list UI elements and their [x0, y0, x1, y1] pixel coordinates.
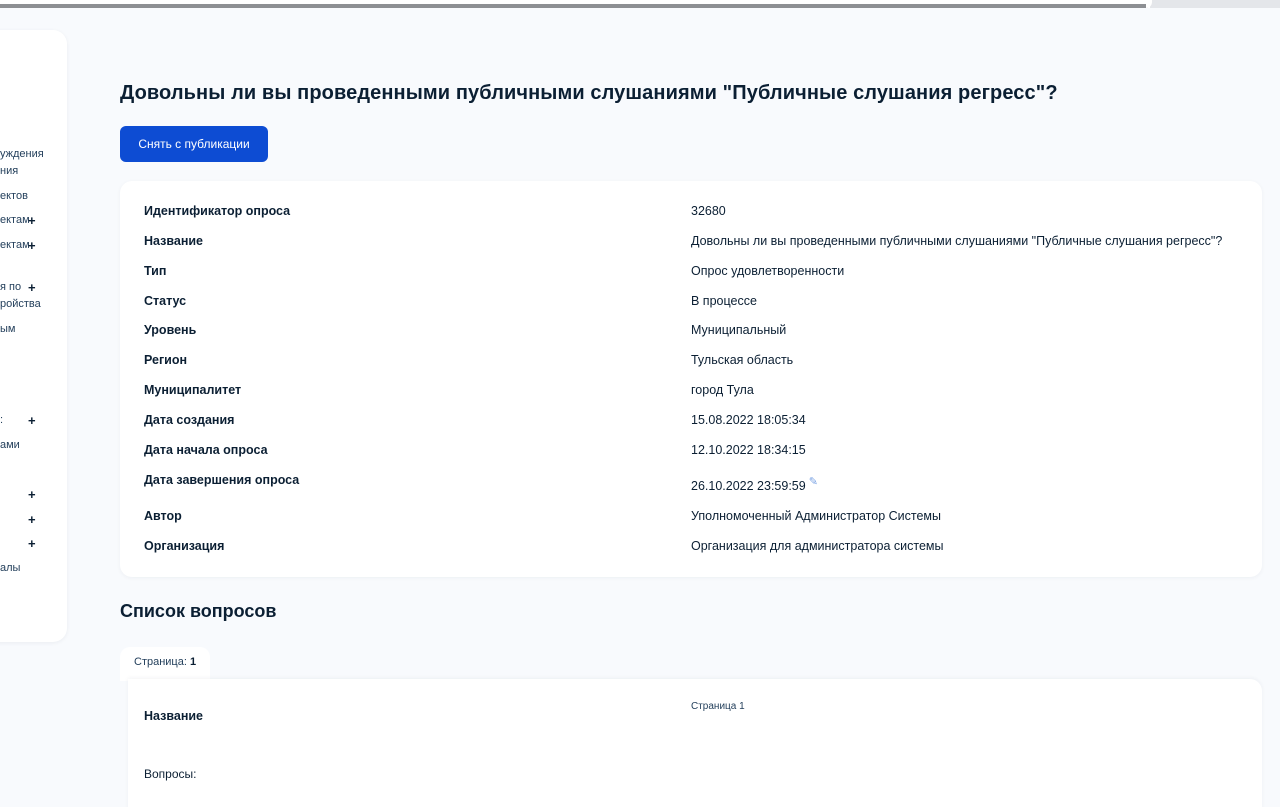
questions-card: [128, 679, 1262, 807]
unpublish-button[interactable]: Снять с публикации: [120, 126, 268, 162]
detail-value: Опрос удовлетворенности: [691, 264, 845, 278]
detail-value: В процессе: [691, 294, 757, 308]
page-title: Довольны ли вы проведенными публичными слушаниями "Публичные слушания регресс"?: [120, 82, 1058, 104]
detail-value: город Тула: [691, 383, 754, 397]
top-right-strip: [1150, 0, 1280, 8]
detail-row-organization: [144, 539, 1254, 559]
detail-row-level: [144, 323, 1254, 343]
detail-row-author: [144, 509, 1254, 529]
detail-label: Тип: [144, 264, 167, 278]
detail-row-name: [144, 234, 1254, 254]
sidebar-expand-icon[interactable]: +: [28, 512, 36, 527]
detail-label: Дата создания: [144, 413, 235, 427]
sidebar-expand-icon[interactable]: +: [28, 213, 36, 228]
detail-label: Дата начала опроса: [144, 443, 268, 457]
detail-label: Название: [144, 234, 204, 248]
detail-label: Муниципалитет: [144, 383, 242, 397]
sidebar-item-materials[interactable]: алы: [0, 562, 21, 574]
detail-row-id: [144, 204, 1254, 224]
detail-value: 32680: [691, 204, 726, 218]
sidebar-item-discussions[interactable]: уждения ния: [0, 148, 44, 177]
detail-label: Автор: [144, 509, 182, 523]
questions-section-title: Список вопросов: [120, 601, 277, 621]
detail-label: Организация: [144, 539, 225, 553]
survey-details-card: [120, 181, 1262, 577]
tab-page-1[interactable]: [120, 647, 210, 681]
detail-label: Дата завершения опроса: [144, 473, 300, 487]
detail-row-created: [144, 413, 1254, 433]
pencil-edit-icon[interactable]: ✎: [808, 476, 818, 488]
detail-value: 26.10.2022 23:59:59: [691, 479, 806, 493]
page-name-label: Название: [144, 709, 204, 723]
detail-value: Муниципальный: [691, 323, 787, 337]
detail-value: 12.10.2022 18:34:15: [691, 443, 806, 457]
detail-label: Идентификатор опроса: [144, 204, 291, 218]
detail-value: Уполномоченный Администратор Системы: [691, 509, 941, 523]
detail-row-status: [144, 294, 1254, 314]
detail-value: Довольны ли вы проведенными публичными слушаниями "Публичные слушания регресс"?: [691, 234, 1223, 248]
sidebar-expand-icon[interactable]: +: [28, 487, 36, 502]
sidebar-item-public[interactable]: ым: [0, 323, 16, 335]
detail-label: Регион: [144, 353, 188, 367]
detail-value-end-date: [691, 476, 818, 493]
sidebar-expand-icon[interactable]: +: [28, 536, 36, 551]
tab-page-number: 1: [189, 656, 197, 668]
sidebar-expand-icon[interactable]: +: [28, 280, 36, 295]
sidebar-item-projects[interactable]: ектов: [0, 190, 28, 202]
sidebar-item-with-items[interactable]: ами: [0, 439, 20, 451]
sidebar-item-by-projects-2[interactable]: ектам: [0, 239, 30, 251]
sidebar-expand-icon[interactable]: +: [28, 238, 36, 253]
tab-label: Страница:: [134, 656, 187, 668]
top-scroll-strip: [0, 4, 1150, 8]
detail-value: 15.08.2022 18:05:34: [691, 413, 806, 427]
detail-row-start-date: [144, 443, 1254, 463]
sidebar-menu: [0, 30, 67, 642]
sidebar-item-by-projects-1[interactable]: ектам: [0, 214, 30, 226]
sidebar-item-section[interactable]: :: [0, 414, 4, 426]
page-name-value: Страница 1: [691, 701, 745, 712]
detail-value: Тульская область: [691, 353, 794, 367]
detail-label: Уровень: [144, 323, 197, 337]
sidebar-expand-icon[interactable]: +: [28, 413, 36, 428]
detail-label: Статус: [144, 294, 187, 308]
questions-label: Вопросы:: [144, 767, 197, 781]
browser-top-bar: [0, 0, 1280, 8]
detail-value: Организация для администратора системы: [691, 539, 944, 553]
detail-row-end-date: [144, 473, 1254, 493]
detail-row-type: [144, 264, 1254, 284]
sidebar-item-improvement[interactable]: я по ройства: [0, 281, 41, 310]
detail-row-region: [144, 353, 1254, 373]
detail-row-municipality: [144, 383, 1254, 403]
